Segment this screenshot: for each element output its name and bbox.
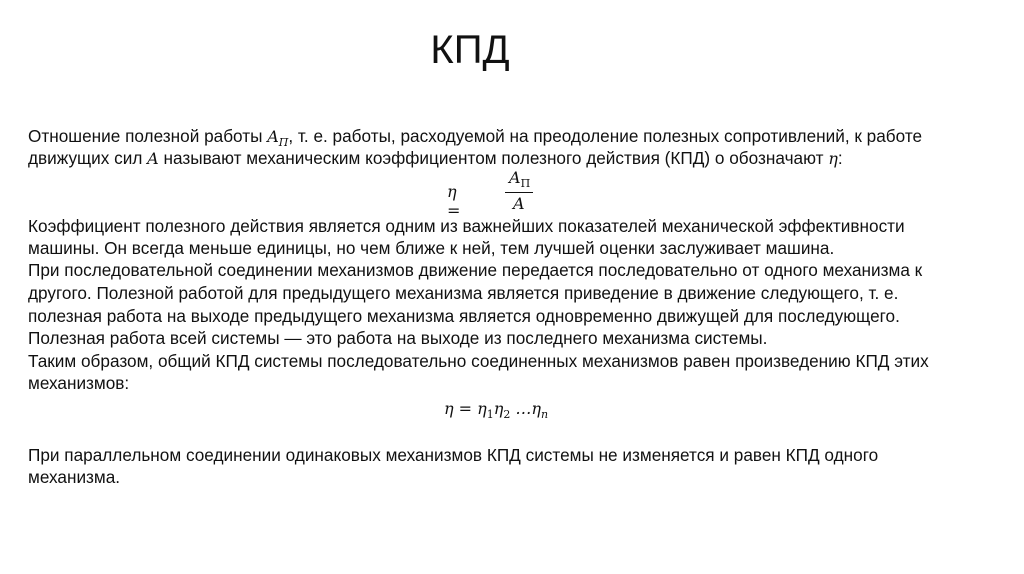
text: : bbox=[837, 148, 843, 168]
subscript: 2 bbox=[503, 408, 511, 421]
text: движущих сил bbox=[28, 148, 148, 168]
formula-lhs: η = bbox=[447, 182, 461, 220]
math-symbol: A bbox=[147, 149, 159, 168]
paragraph-line: полезная работа на выходе предыдущего механизма является одновременно движущей для последующего. bbox=[28, 306, 900, 326]
formula-denominator: A bbox=[513, 194, 525, 213]
formula-part: η bbox=[493, 399, 504, 418]
paragraph-line: Коэффициент полезного действия является одним из важнейших показателей механической эффективности bbox=[28, 216, 905, 236]
paragraph-line: машины. Он всегда меньше единицы, но чем ближе к ней, тем лучшей оценки заслуживает машина. bbox=[28, 238, 835, 258]
paragraph-line: При последовательной соединении механизмов движение передается последовательно от одного механизма к bbox=[28, 260, 923, 280]
formula-numerator bbox=[509, 168, 530, 190]
fraction-bar bbox=[505, 192, 533, 193]
paragraph-line: механизмов: bbox=[28, 373, 130, 393]
numerator-symbol: A bbox=[509, 168, 521, 187]
paragraph-line: механизма. bbox=[28, 467, 121, 487]
paragraph-line: другого. Полезной работой для предыдущего механизма является приведение в движение следующего, т. е. bbox=[28, 283, 899, 303]
math-subscript: П bbox=[278, 136, 289, 149]
formula-part: …η bbox=[510, 399, 542, 418]
paragraph-line: Таким образом, общий КПД системы последовательно соединенных механизмов равен произведению КПД этих bbox=[28, 351, 929, 371]
subscript: n bbox=[541, 408, 549, 421]
numerator-subscript: П bbox=[520, 177, 531, 190]
slide-title: КПД bbox=[430, 28, 510, 72]
math-symbol: η bbox=[828, 149, 838, 168]
paragraph-line bbox=[28, 147, 843, 170]
product-formula bbox=[444, 399, 548, 421]
paragraph-line: Полезная работа всей системы — это работа на выходе из последнего механизма системы. bbox=[28, 328, 768, 348]
paragraph-line: При параллельном соединении одинаковых механизмов КПД системы не изменяется и равен КПД одного bbox=[28, 445, 879, 465]
text: называют механическим коэффициентом полезного действия (КПД) о обозначают bbox=[158, 148, 829, 168]
text: , т. е. работы, расходуемой на преодоление полезных сопротивлений, к работе bbox=[288, 126, 923, 146]
text: Отношение полезной работы bbox=[28, 126, 268, 146]
subscript: 1 bbox=[486, 408, 494, 421]
formula-part: η = η bbox=[444, 399, 487, 418]
math-symbol: A bbox=[267, 127, 279, 146]
